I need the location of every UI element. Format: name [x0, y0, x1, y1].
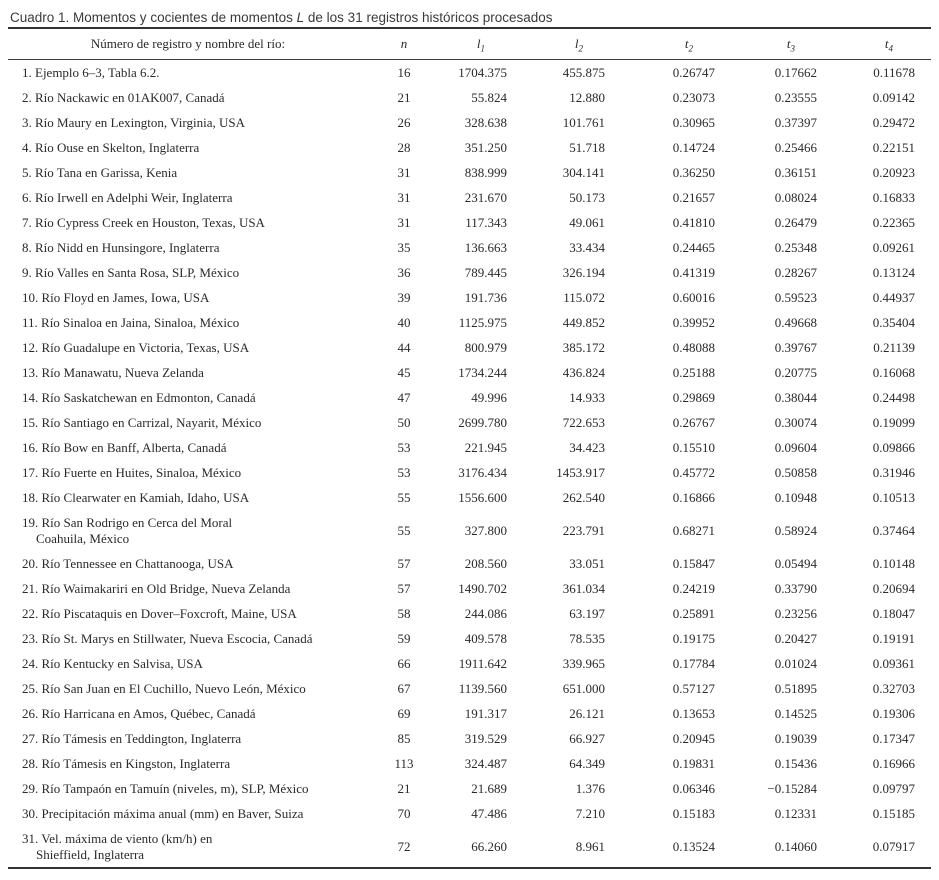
cell-l1: 409.578	[464, 630, 507, 646]
cell-t4: 0.09797	[872, 780, 915, 796]
cell-t4: 0.32703	[872, 680, 915, 696]
cell-n: 72	[397, 838, 411, 854]
cell-t2: 0.24219	[672, 580, 715, 596]
cell-t3: 0.23555	[774, 89, 817, 105]
cell-t2: 0.48088	[672, 339, 715, 355]
table-row	[8, 310, 931, 335]
cell-l2: 33.051	[569, 555, 605, 571]
table-row	[8, 751, 931, 776]
cell-river-name: 11. Río Sinaloa en Jaina, Sinaloa, México	[22, 314, 240, 330]
cell-l2: 78.535	[569, 630, 605, 646]
cell-river-name: 6. Río Irwell en Adelphi Weir, Inglaterra	[22, 189, 233, 205]
cell-n: 31	[397, 189, 411, 205]
col-header-l1-label: l	[476, 36, 481, 51]
cell-river-name: 24. Río Kentucky en Salvisa, USA	[22, 655, 203, 671]
cell-t3: 0.51895	[774, 680, 817, 696]
cell-n: 50	[397, 414, 411, 430]
cell-t2: 0.21657	[672, 189, 715, 205]
table-row	[8, 160, 931, 185]
cell-n: 26	[397, 114, 411, 130]
cell-t4: 0.16068	[872, 364, 915, 380]
cell-l1: 117.343	[465, 214, 507, 230]
cell-l1: 1911.642	[458, 655, 507, 671]
cell-t4: 0.13124	[872, 264, 915, 280]
cell-t3: 0.33790	[774, 580, 817, 596]
cell-t2: 0.23073	[672, 89, 715, 105]
table-row	[8, 410, 931, 435]
cell-l1: 231.670	[464, 189, 507, 205]
cell-t2: 0.25891	[672, 605, 715, 621]
cell-n: 53	[397, 464, 411, 480]
cell-t3: 0.26479	[774, 214, 817, 230]
cell-river-name: 18. Río Clearwater en Kamiah, Idaho, USA	[22, 489, 250, 505]
cell-l2: 262.540	[562, 489, 605, 505]
cell-l1: 838.999	[464, 164, 507, 180]
cell-t3: 0.19039	[774, 730, 817, 746]
cell-n: 59	[397, 630, 411, 646]
cell-t4: 0.16833	[872, 189, 915, 205]
cell-t3: 0.14060	[774, 838, 817, 854]
cell-t3: 0.05494	[774, 555, 817, 571]
cell-l2: 33.434	[569, 239, 605, 255]
cell-t2: 0.15510	[672, 439, 715, 455]
col-header-l1	[440, 28, 507, 60]
table-row	[8, 260, 931, 285]
cell-n: 16	[397, 64, 411, 80]
cell-river-name: 5. Río Tana en Garissa, Kenia	[22, 164, 178, 180]
cell-river-name: 25. Río San Juan en El Cuchillo, Nuevo León, México	[22, 680, 306, 696]
table-header	[8, 28, 931, 60]
cell-river-name: 2. Río Nackawic en 01AK007, Canadá	[22, 89, 225, 105]
cell-l2: 1.376	[575, 780, 605, 796]
cell-n: 21	[397, 89, 411, 105]
cell-l2: 1453.917	[556, 464, 605, 480]
cell-l1: 1139.560	[458, 680, 507, 696]
table-row	[8, 776, 931, 801]
cell-n: 69	[397, 705, 411, 721]
col-header-t2	[605, 28, 715, 60]
cell-t3: 0.10948	[774, 489, 817, 505]
table-row	[8, 435, 931, 460]
cell-t4: 0.19191	[872, 630, 915, 646]
cell-t4: 0.19306	[872, 705, 915, 721]
cell-t3: 0.12331	[774, 805, 817, 821]
table-caption	[0, 0, 939, 27]
col-header-l2-sub: 2	[578, 43, 583, 54]
cell-t4: 0.07917	[872, 838, 915, 854]
cell-l1: 319.529	[464, 730, 507, 746]
cell-n: 21	[397, 780, 411, 796]
cell-t4: 0.29472	[872, 114, 915, 130]
cell-l1: 351.250	[464, 139, 507, 155]
col-header-t3	[715, 28, 817, 60]
cell-l1: 221.945	[464, 439, 507, 455]
table-body	[8, 60, 931, 869]
cell-t3: 0.59523	[774, 289, 817, 305]
cell-river-name: 21. Río Waimakariri en Old Bridge, Nueva Zelanda	[22, 580, 291, 596]
cell-t3: 0.25466	[774, 139, 817, 155]
cell-n: 35	[397, 239, 411, 255]
cell-river-name: 17. Río Fuerte en Huites, Sinaloa, México	[22, 464, 242, 480]
cell-n: 66	[397, 655, 411, 671]
cell-t3: 0.14525	[774, 705, 817, 721]
cell-l1: 244.086	[464, 605, 507, 621]
cell-t2: 0.16866	[672, 489, 715, 505]
cell-t4: 0.10148	[872, 555, 915, 571]
cell-t2: 0.26747	[672, 64, 715, 80]
cell-t2: 0.39952	[672, 314, 715, 330]
cell-n: 113	[394, 755, 414, 771]
cell-l1: 327.800	[464, 522, 507, 538]
cell-t4: 0.37464	[872, 522, 915, 538]
table-row	[8, 360, 931, 385]
table-row	[8, 676, 931, 701]
cell-t3: 0.49668	[774, 314, 817, 330]
table-row	[8, 701, 931, 726]
cell-t3: 0.38044	[774, 389, 817, 405]
cell-l2: 455.875	[562, 64, 605, 80]
cell-t2: 0.20945	[672, 730, 715, 746]
cell-l2: 115.072	[563, 289, 605, 305]
cell-t2: 0.68271	[672, 522, 715, 538]
cell-n: 67	[397, 680, 411, 696]
cell-t2: 0.24465	[672, 239, 715, 255]
cell-t4: 0.19099	[872, 414, 915, 430]
col-header-t2-sub: 2	[688, 43, 693, 54]
cell-l1: 49.996	[471, 389, 507, 405]
cell-n: 31	[397, 164, 411, 180]
cell-t3: 0.20427	[774, 630, 817, 646]
cell-l2: 64.349	[569, 755, 605, 771]
cell-l1: 1556.600	[458, 489, 507, 505]
cell-l2: 385.172	[562, 339, 605, 355]
cell-l2: 14.933	[569, 389, 605, 405]
cell-l2: 326.194	[562, 264, 605, 280]
table-row	[8, 210, 931, 235]
cell-n: 47	[397, 389, 411, 405]
cell-t3: 0.37397	[774, 114, 817, 130]
cell-l1: 1734.244	[458, 364, 507, 380]
table-row	[8, 185, 931, 210]
lmoments-table	[8, 27, 931, 869]
cell-t2: 0.15183	[672, 805, 715, 821]
col-header-n	[368, 28, 440, 60]
cell-river-name: 20. Río Tennessee en Chattanooga, USA	[22, 555, 234, 571]
table-row	[8, 235, 931, 260]
cell-l1: 66.260	[471, 838, 507, 854]
cell-t3: 0.23256	[774, 605, 817, 621]
cell-l1: 47.486	[471, 805, 507, 821]
cell-t4: 0.09142	[872, 89, 915, 105]
cell-t4: 0.44937	[872, 289, 915, 305]
cell-t4: 0.24498	[872, 389, 915, 405]
col-header-l2-label: l	[574, 36, 579, 51]
cell-l2: 361.034	[562, 580, 605, 596]
cell-t3: −0.15284	[767, 780, 817, 796]
col-header-t2-label: t	[684, 36, 689, 51]
cell-t4: 0.31946	[872, 464, 915, 480]
cell-n: 53	[397, 439, 411, 455]
cell-t3: 0.20775	[774, 364, 817, 380]
cell-t4: 0.35404	[872, 314, 915, 330]
cell-t4: 0.16966	[872, 755, 915, 771]
cell-river-name: 16. Río Bow en Banff, Alberta, Canadá	[22, 439, 227, 455]
cell-t2: 0.36250	[672, 164, 715, 180]
table-row	[8, 576, 931, 601]
cell-l1: 789.445	[464, 264, 507, 280]
cell-t4: 0.20923	[872, 164, 915, 180]
cell-river-name: 13. Río Manawatu, Nueva Zelanda	[22, 364, 204, 380]
cell-n: 39	[397, 289, 411, 305]
cell-t2: 0.19175	[672, 630, 715, 646]
cell-l2: 12.880	[569, 89, 605, 105]
cell-l2: 51.718	[569, 139, 605, 155]
cell-t2: 0.30965	[672, 114, 715, 130]
cell-t3: 0.28267	[774, 264, 817, 280]
cell-l1: 136.663	[464, 239, 507, 255]
cell-t4: 0.15185	[872, 805, 915, 821]
cell-t2: 0.29869	[672, 389, 715, 405]
table-container	[8, 27, 931, 869]
cell-river-name: 15. Río Santiago en Carrizal, Nayarit, México	[22, 414, 262, 430]
cell-l2: 223.791	[562, 522, 605, 538]
col-header-n-label: n	[400, 36, 408, 51]
table-row	[8, 601, 931, 626]
cell-t4: 0.09866	[872, 439, 915, 455]
cell-l2: 651.000	[562, 680, 605, 696]
table-row	[8, 135, 931, 160]
cell-l2: 436.824	[562, 364, 605, 380]
cell-l1: 191.736	[464, 289, 507, 305]
caption-prefix: Cuadro 1. Momentos y cocientes de momentos	[10, 10, 297, 25]
cell-t3: 0.58924	[774, 522, 817, 538]
table-row	[8, 460, 931, 485]
cell-river-name: 3. Río Maury en Lexington, Virginia, USA	[22, 114, 245, 130]
table-row	[8, 726, 931, 751]
table-row	[8, 85, 931, 110]
cell-l1: 324.487	[464, 755, 507, 771]
cell-l1: 1704.375	[458, 64, 507, 80]
cell-t2: 0.57127	[672, 680, 715, 696]
table-row	[8, 826, 931, 868]
cell-t3: 0.15436	[774, 755, 817, 771]
cell-t4: 0.22365	[872, 214, 915, 230]
cell-l2: 7.210	[575, 805, 605, 821]
cell-t3: 0.08024	[774, 189, 817, 205]
cell-n: 58	[397, 605, 411, 621]
col-header-t3-sub: 3	[790, 43, 795, 54]
col-header-t4-sub: 4	[888, 43, 893, 54]
cell-t4: 0.17347	[872, 730, 915, 746]
col-header-river-name	[8, 28, 368, 60]
cell-t4: 0.09361	[872, 655, 915, 671]
col-header-river-name-label: Número de registro y nombre del río:	[90, 36, 286, 51]
cell-l1: 191.317	[464, 705, 507, 721]
cell-n: 31	[397, 214, 411, 230]
cell-l2: 449.852	[562, 314, 605, 330]
table-row	[8, 551, 931, 576]
cell-river-name: 23. Río St. Marys en Stillwater, Nueva Escocia, Canadá	[22, 630, 313, 646]
cell-river-name: 14. Río Saskatchewan en Edmonton, Canadá	[22, 389, 256, 405]
cell-l2: 26.121	[569, 705, 605, 721]
cell-t3: 0.17662	[774, 64, 817, 80]
cell-l1: 328.638	[464, 114, 507, 130]
cell-t2: 0.25188	[672, 364, 715, 380]
col-header-t4	[817, 28, 931, 60]
cell-n: 85	[397, 730, 411, 746]
cell-river-name: 8. Río Nidd en Hunsingore, Inglaterra	[22, 239, 220, 255]
cell-n: 70	[397, 805, 411, 821]
cell-river-name: 1. Ejemplo 6–3, Tabla 6.2.	[22, 64, 160, 80]
cell-t4: 0.10513	[872, 489, 915, 505]
cell-river-name: 12. Río Guadalupe en Victoria, Texas, USA	[22, 339, 250, 355]
table-row	[8, 60, 931, 86]
cell-n: 44	[397, 339, 411, 355]
cell-l1: 208.560	[464, 555, 507, 571]
cell-n: 45	[397, 364, 411, 380]
table-row	[8, 651, 931, 676]
cell-river-name: 26. Río Harricana en Amos, Québec, Canadá	[22, 705, 256, 721]
cell-l1: 1125.975	[458, 314, 507, 330]
table-row	[8, 510, 931, 551]
col-header-t3-label: t	[786, 36, 791, 51]
table-row	[8, 485, 931, 510]
cell-t2: 0.17784	[672, 655, 715, 671]
cell-l2: 101.761	[562, 114, 605, 130]
cell-river-name: 7. Río Cypress Creek en Houston, Texas, USA	[22, 214, 265, 230]
cell-l1: 55.824	[471, 89, 507, 105]
cell-river-name: 31. Vel. máxima de viento (km/h) en Shieffield, Inglaterra	[22, 830, 213, 862]
cell-t2: 0.14724	[672, 139, 715, 155]
cell-l1: 800.979	[464, 339, 507, 355]
cell-t2: 0.26767	[672, 414, 715, 430]
cell-l2: 8.961	[575, 838, 605, 854]
table-row	[8, 285, 931, 310]
cell-river-name: 30. Precipitación máxima anual (mm) en Baver, Suiza	[22, 805, 304, 821]
cell-river-name: 19. Río San Rodrigo en Cerca del Moral Coahuila, México	[22, 514, 233, 546]
col-header-l1-sub: 1	[480, 43, 485, 54]
table-row	[8, 801, 931, 826]
cell-t4: 0.09261	[872, 239, 915, 255]
cell-l2: 339.965	[562, 655, 605, 671]
table-row	[8, 385, 931, 410]
col-header-l2	[507, 28, 605, 60]
cell-l2: 304.141	[562, 164, 605, 180]
cell-l2: 50.173	[569, 189, 605, 205]
caption-italic-l: L	[296, 10, 305, 25]
table-row	[8, 626, 931, 651]
cell-t4: 0.18047	[872, 605, 915, 621]
cell-river-name: 27. Río Támesis en Teddington, Inglaterra	[22, 730, 242, 746]
cell-n: 28	[397, 139, 411, 155]
cell-t3: 0.25348	[774, 239, 817, 255]
cell-n: 40	[397, 314, 411, 330]
cell-l1: 3176.434	[458, 464, 507, 480]
table-row	[8, 335, 931, 360]
cell-n: 57	[397, 580, 411, 596]
cell-river-name: 4. Río Ouse en Skelton, Inglaterra	[22, 139, 200, 155]
col-header-t4-label: t	[884, 36, 889, 51]
cell-t3: 0.39767	[774, 339, 817, 355]
cell-n: 55	[397, 522, 411, 538]
caption-suffix: de los 31 registros históricos procesados	[304, 10, 553, 25]
cell-t3: 0.36151	[774, 164, 817, 180]
cell-l1: 21.689	[471, 780, 507, 796]
cell-t2: 0.45772	[672, 464, 715, 480]
cell-river-name: 29. Río Tampaón en Tamuín (niveles, m), SLP, México	[22, 780, 309, 796]
cell-t3: 0.01024	[774, 655, 817, 671]
cell-t2: 0.06346	[672, 780, 715, 796]
cell-n: 36	[397, 264, 411, 280]
cell-l2: 66.927	[569, 730, 605, 746]
cell-river-name: 28. Río Támesis en Kingston, Inglaterra	[22, 755, 231, 771]
cell-t2: 0.60016	[672, 289, 715, 305]
cell-l2: 63.197	[569, 605, 605, 621]
cell-river-name: 22. Río Piscataquis en Dover–Foxcroft, Maine, USA	[22, 605, 297, 621]
cell-n: 57	[397, 555, 411, 571]
cell-t4: 0.20694	[872, 580, 915, 596]
cell-t4: 0.21139	[873, 339, 915, 355]
cell-t2: 0.41810	[672, 214, 715, 230]
cell-t4: 0.11678	[873, 64, 915, 80]
cell-l1: 2699.780	[458, 414, 507, 430]
cell-t2: 0.13653	[672, 705, 715, 721]
table-row	[8, 110, 931, 135]
cell-l2: 722.653	[562, 414, 605, 430]
cell-t2: 0.41319	[672, 264, 715, 280]
cell-l2: 34.423	[569, 439, 605, 455]
cell-l1: 1490.702	[458, 580, 507, 596]
cell-t2: 0.15847	[672, 555, 715, 571]
cell-t4: 0.22151	[872, 139, 915, 155]
cell-n: 55	[397, 489, 411, 505]
cell-river-name: 9. Río Valles en Santa Rosa, SLP, México	[22, 264, 240, 280]
cell-t2: 0.19831	[672, 755, 715, 771]
cell-t3: 0.30074	[774, 414, 817, 430]
cell-t3: 0.50858	[774, 464, 817, 480]
header-row	[8, 28, 931, 60]
cell-t3: 0.09604	[774, 439, 817, 455]
cell-t2: 0.13524	[672, 838, 715, 854]
cell-l2: 49.061	[569, 214, 605, 230]
cell-river-name: 10. Río Floyd en James, Iowa, USA	[22, 289, 210, 305]
